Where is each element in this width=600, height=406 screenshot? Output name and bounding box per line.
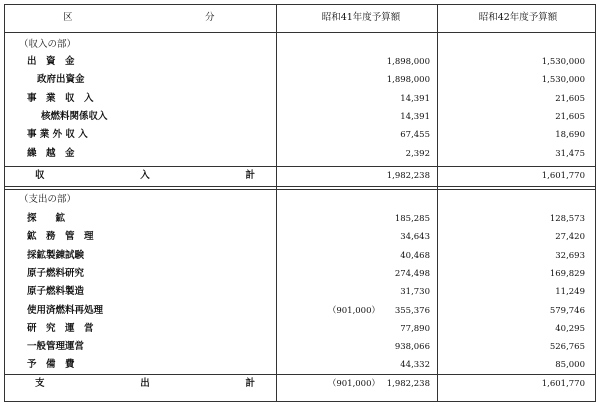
expense-row-label: 原子燃料製造 (27, 286, 85, 298)
expense-row-fy1966: 31,730 (400, 287, 430, 298)
income-row-label: 政府出資金 (37, 74, 85, 86)
expense-row-fy1966: 44,332 (400, 360, 430, 371)
income-row-fy1966: 14,391 (400, 111, 430, 122)
header-category-right: 分 (205, 12, 215, 23)
expense-total-1967: 1,601,770 (541, 379, 585, 389)
expense-row-label: 予 備 費 (27, 359, 75, 371)
income-row-label: 出 資 金 (27, 56, 75, 67)
income-row-fy1966: 2,392 (405, 148, 430, 159)
income-row-fy1967: 1,530,000 (541, 57, 585, 67)
expense-row-fy1967: 128,573 (549, 214, 585, 224)
expense-row-fy1967: 169,829 (549, 268, 585, 279)
income-row-fy1967: 21,605 (555, 111, 585, 122)
expense-row-fy1967: 40,295 (555, 323, 585, 334)
income-total-char: 計 (245, 170, 255, 181)
expense-row-fy1967: 526,765 (549, 342, 585, 353)
expense-row-fy1967: 11,249 (555, 287, 585, 298)
income-total-1967: 1,601,770 (541, 171, 585, 181)
header-rule (5, 32, 595, 33)
expense-row-label: 研 究 運 営 (27, 322, 94, 334)
expense-row-fy1966: 938,066 (394, 342, 430, 353)
expense-row-fy1966: 185,285 (394, 214, 430, 224)
expense-row-fy1966: 355,376 (394, 305, 430, 316)
expense-total-label (35, 378, 255, 390)
expense-total-rule (5, 374, 595, 375)
expense-total-char: 支 (35, 378, 45, 389)
expense-row-fy1967: 579,746 (549, 305, 585, 316)
expense-row-fy1967: 32,693 (555, 250, 585, 261)
income-total-rule (5, 166, 595, 167)
income-row-fy1967: 31,475 (555, 148, 585, 159)
income-row-fy1966: 1,898,000 (386, 75, 430, 86)
expense-section-label: （支出の部） (19, 194, 77, 205)
income-row-fy1966: 1,898,000 (386, 57, 430, 67)
expense-row-note: （901,000） (327, 305, 380, 316)
income-row-fy1967: 21,605 (555, 93, 585, 104)
column-divider (276, 5, 277, 401)
expense-row-label: 採鉱製錬試験 (27, 249, 85, 261)
income-row-label: 事 業 収 入 (27, 92, 94, 104)
header-category-left: 区 (63, 12, 73, 23)
income-total-label (35, 170, 255, 182)
expense-row-fy1967: 85,000 (555, 360, 585, 371)
expense-row-fy1966: 40,468 (400, 250, 430, 261)
income-row-label: 核燃料関係収入 (41, 110, 108, 122)
column-divider (437, 5, 438, 401)
section-double-rule (5, 186, 595, 190)
expense-row-label: 使用済燃料再処理 (27, 304, 104, 316)
expense-row-label: 探 鉱 (27, 213, 66, 224)
income-row-fy1966: 14,391 (400, 93, 430, 104)
income-row-label: 繰 越 金 (27, 147, 75, 159)
expense-row-label: 鉱 務 管 理 (27, 231, 94, 243)
expense-total-note: （901,000） (327, 379, 380, 389)
income-total-char: 収 (35, 170, 45, 181)
expense-row-fy1966: 34,643 (400, 232, 430, 243)
expense-row-label: 一般管理運営 (27, 341, 85, 353)
income-row-fy1967: 1,530,000 (541, 75, 585, 86)
expense-row-label: 原子燃料研究 (27, 267, 85, 279)
expense-row-fy1966: 274,498 (394, 268, 430, 279)
income-row-fy1966: 67,455 (400, 130, 430, 141)
expense-total-char: 計 (245, 378, 255, 389)
income-row-fy1967: 18,690 (555, 130, 585, 141)
income-section-label: （収入の部） (19, 39, 77, 50)
header-fy1967: 昭和42年度予算額 (478, 12, 558, 23)
income-total-char: 入 (140, 170, 150, 181)
header-fy1966: 昭和41年度予算額 (321, 12, 401, 23)
budget-table (4, 4, 596, 402)
expense-row-fy1967: 27,420 (555, 232, 585, 243)
income-row-label: 事 業 外 収 入 (27, 129, 88, 141)
expense-row-fy1966: 77,890 (400, 323, 430, 334)
expense-total-char: 出 (140, 378, 150, 389)
expense-total-1966: 1,982,238 (386, 379, 430, 389)
income-total-1966: 1,982,238 (386, 171, 430, 181)
